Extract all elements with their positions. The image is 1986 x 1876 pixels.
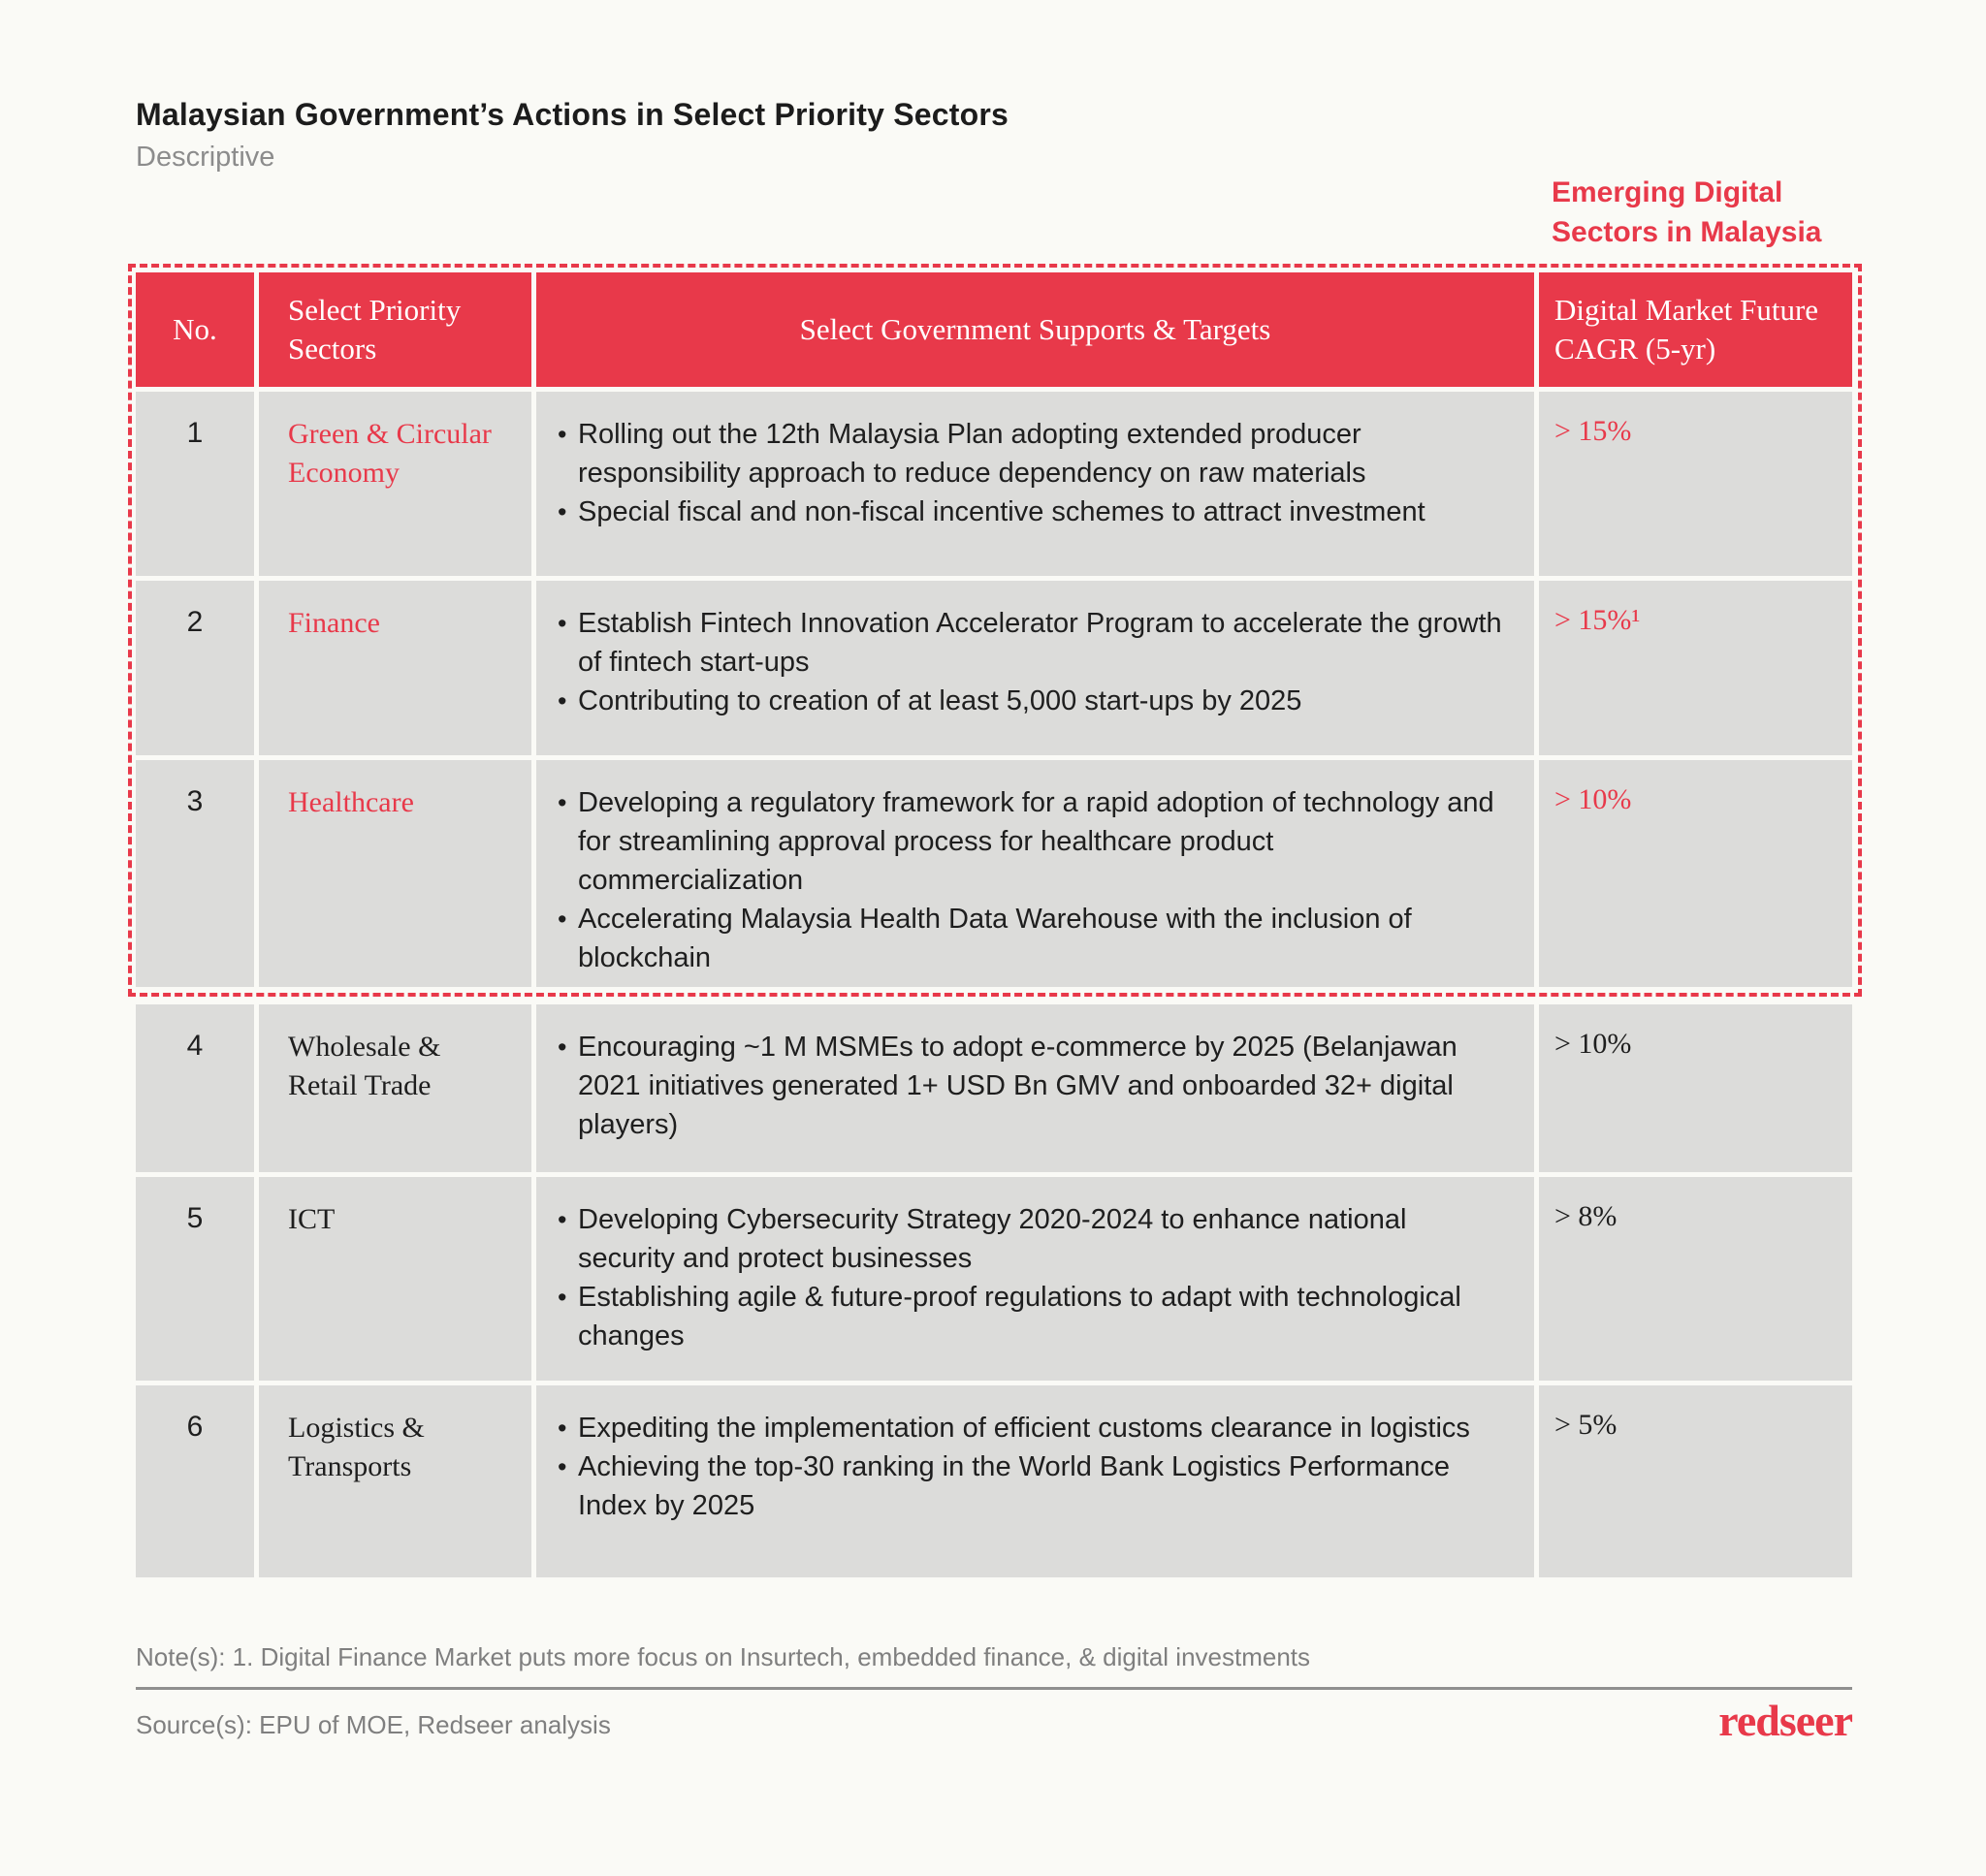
- support-bullet: • Developing a regulatory framework for a rapid adoption of technology and for streamlining approval process for healthcare product commercialization: [552, 783, 1505, 900]
- table-row: [136, 1385, 1852, 1577]
- support-bullet-list: [536, 392, 1534, 531]
- table-row: [136, 1004, 1852, 1172]
- page-subtitle: Descriptive: [136, 142, 275, 173]
- support-bullet-list: [536, 1177, 1534, 1355]
- cagr-value: > 10%: [1539, 760, 1852, 987]
- support-bullet: • Establish Fintech Innovation Accelerator Program to accelerate the growth of fintech start-ups: [552, 604, 1505, 682]
- cagr-value: > 5%: [1539, 1385, 1852, 1577]
- support-bullet: • Developing Cybersecurity Strategy 2020-2024 to enhance national security and protect businesses: [552, 1200, 1505, 1278]
- row-number: 1: [136, 392, 254, 576]
- support-bullet: • Contributing to creation of at least 5,000 start-ups by 2025: [552, 682, 1505, 720]
- support-bullet: • Accelerating Malaysia Health Data Warehouse with the inclusion of blockchain: [552, 900, 1505, 977]
- column-header-no: No.: [136, 272, 254, 387]
- supports-cell: [536, 1177, 1534, 1381]
- support-bullet: • Expediting the implementation of efficient customs clearance in logistics: [552, 1409, 1505, 1447]
- source-note: Source(s): EPU of MOE, Redseer analysis: [136, 1710, 611, 1739]
- row-number: 5: [136, 1177, 254, 1381]
- table-header-row: [136, 272, 1852, 387]
- table-row: [136, 760, 1852, 987]
- footer-divider: [136, 1687, 1852, 1690]
- supports-cell: [536, 392, 1534, 576]
- table-row: [136, 392, 1852, 576]
- emerging-sectors-label-line2: Sectors in Malaysia: [1552, 216, 1822, 248]
- emerging-sectors-label-line1: Emerging Digital: [1552, 176, 1783, 208]
- sector-name: Green & Circular Economy: [259, 392, 531, 576]
- column-header-cagr: Digital Market Future CAGR (5-yr): [1539, 272, 1852, 387]
- sector-name: Logistics & Transports: [259, 1385, 531, 1577]
- support-bullet: • Establishing agile & future-proof regulations to adapt with technological changes: [552, 1278, 1505, 1355]
- column-header-supports: Select Government Supports & Targets: [536, 272, 1534, 387]
- support-bullet-list: [536, 581, 1534, 720]
- cagr-value: > 15%¹: [1539, 581, 1852, 755]
- supports-cell: [536, 581, 1534, 755]
- supports-cell: [536, 1385, 1534, 1577]
- table-row: [136, 581, 1852, 755]
- redseer-logo: redseer: [1718, 1696, 1852, 1745]
- row-number: 3: [136, 760, 254, 987]
- sector-name: Healthcare: [259, 760, 531, 987]
- support-bullet: • Encouraging ~1 M MSMEs to adopt e-commerce by 2025 (Belanjawan 2021 initiatives generated 1+ USD Bn GMV and onboarded 32+ digital players): [552, 1028, 1505, 1144]
- support-bullet-list: [536, 760, 1534, 977]
- row-number: 2: [136, 581, 254, 755]
- column-header-sectors: Select Priority Sectors: [259, 272, 531, 387]
- page-title: Malaysian Government’s Actions in Select Priority Sectors: [136, 97, 1009, 132]
- support-bullet: • Achieving the top-30 ranking in the World Bank Logistics Performance Index by 2025: [552, 1447, 1505, 1525]
- supports-cell: [536, 760, 1534, 987]
- sector-name: Wholesale & Retail Trade: [259, 1004, 531, 1172]
- support-bullet-list: [536, 1004, 1534, 1144]
- row-number: 6: [136, 1385, 254, 1577]
- footnote: Note(s): 1. Digital Finance Market puts more focus on Insurtech, embedded finance, & digital investments: [136, 1642, 1311, 1671]
- cagr-value: > 15%: [1539, 392, 1852, 576]
- sector-name: Finance: [259, 581, 531, 755]
- support-bullet-list: [536, 1385, 1534, 1525]
- priority-sectors-table: [136, 272, 1852, 1582]
- row-number: 4: [136, 1004, 254, 1172]
- support-bullet: • Special fiscal and non-fiscal incentive schemes to attract investment: [552, 493, 1505, 531]
- support-bullet: • Rolling out the 12th Malaysia Plan adopting extended producer responsibility approach to reduce dependency on raw materials: [552, 415, 1505, 493]
- cagr-value: > 8%: [1539, 1177, 1852, 1381]
- supports-cell: [536, 1004, 1534, 1172]
- emerging-sectors-label: [1552, 173, 1821, 252]
- sector-name: ICT: [259, 1177, 531, 1381]
- cagr-value: > 10%: [1539, 1004, 1852, 1172]
- table-row: [136, 1177, 1852, 1381]
